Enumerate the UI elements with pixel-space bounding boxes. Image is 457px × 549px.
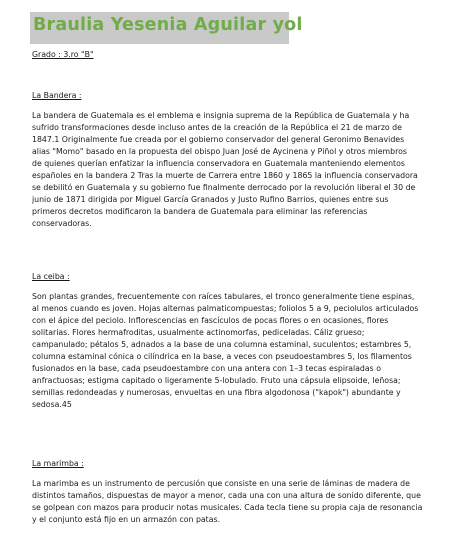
section-heading-ceiba: La ceiba : [32,272,70,281]
paragraph-line: con el ápice del peciolo. Inflorescencias en fascículos de pocas flores o en ocasiones, flores [32,315,389,325]
paragraph-line: anfractuosas; estigma capitado o ligeramente 5-lobulado. Fruto una cápsula elipsoide, leñosa; [32,375,401,385]
paragraph-line: se golpean con mazos para producir notas musicales. Cada tecla tiene su propia caja de resonancia [32,502,423,512]
paragraph-line: y el conjunto está fijo en un armazón con patas. [32,514,221,524]
paragraph-line: sedosa.45 [32,399,72,409]
paragraph-line: españoles en la bandera 2 Tras la muerte de Carrera entre 1860 y 1865 la influencia conservadora [32,170,418,180]
paragraph-line: semillas redondeadas y numerosas, envueltas en una fibra algodonosa ("kapok") abundante y [32,387,401,397]
paragraph-line: La marimba es un instrumento de percusión que consiste en una serie de láminas de madera de [32,479,410,488]
paragraph-line: primeros decretos modificaron la bandera de Guatemala para eliminar las referencias [32,206,368,216]
section-paragraph-bandera [32,110,444,230]
paragraph-line: solitarias. Flores hermafroditas, usualmente actinomorfas, pediceladas. Cáliz grueso; [32,327,365,337]
paragraph-line: alias "Momo" basado en la propuesta del obispo Juan José de Aycinena y Piñol y otros miembros [32,146,407,156]
paragraph-line: Son plantas grandes, frecuentemente con raíces tabulares, el tronco generalmente tiene espinas, [32,292,415,301]
section-heading-bandera: La Bandera : [32,91,82,100]
paragraph-line: 1847.1 Originalmente fue creada por el gobierno conservador del general Geronimo Benavides [32,134,405,144]
grade-line: Grado : 3.ro "B" [32,50,94,59]
paragraph-line: conservadoras. [32,218,92,228]
paragraph-line: se debilitó en Guatemala y su gobierno fue finalmente derrocado por la revolución liberal el 30 de [32,182,416,192]
paragraph-line: distintos tamaños, dispuestas de mayor a menor, cada una con una altura de sonido diferente, que [32,490,421,500]
title-highlight [30,12,303,44]
paragraph-line: columna estaminal cónica o cilíndrica en la base, a veces con pseudoestambres 5, los filamentos [32,351,412,361]
paragraph-line: campanulado; pétalos 5, adnados a la base de una columna estaminal, suculentos; estambres 5, [32,339,412,349]
paragraph-line: al menos cuando es joven. Hojas alternas palmaticompuestas; foliolos 5 a 9, peciolulos articulados [32,303,419,313]
section-paragraph-marimba [32,478,444,526]
paragraph-line: junio de 1871 dirigida por Miguel García Granados y Justo Rufino Barrios, quienes entre sus [32,194,389,204]
document-title: Braulia Yesenia Aguilar yol [33,15,303,35]
paragraph-line: de quienes querían enfatizar la influencia conservadora en Guatemala manteniendo elementos [32,158,405,168]
paragraph-line: sufrido transformaciones desde incluso antes de la creación de la República el 21 de marzo de [32,122,402,132]
section-paragraph-ceiba [32,291,444,411]
section-heading-marimba: La marimba : [32,459,84,468]
paragraph-line: La bandera de Guatemala es el emblema e insignia suprema de la República de Guatemala y ha [32,111,410,120]
paragraph-line: fusionados en la base, cada pseudoestambre con una antera con 1–3 tecas espiraladas o [32,363,381,373]
